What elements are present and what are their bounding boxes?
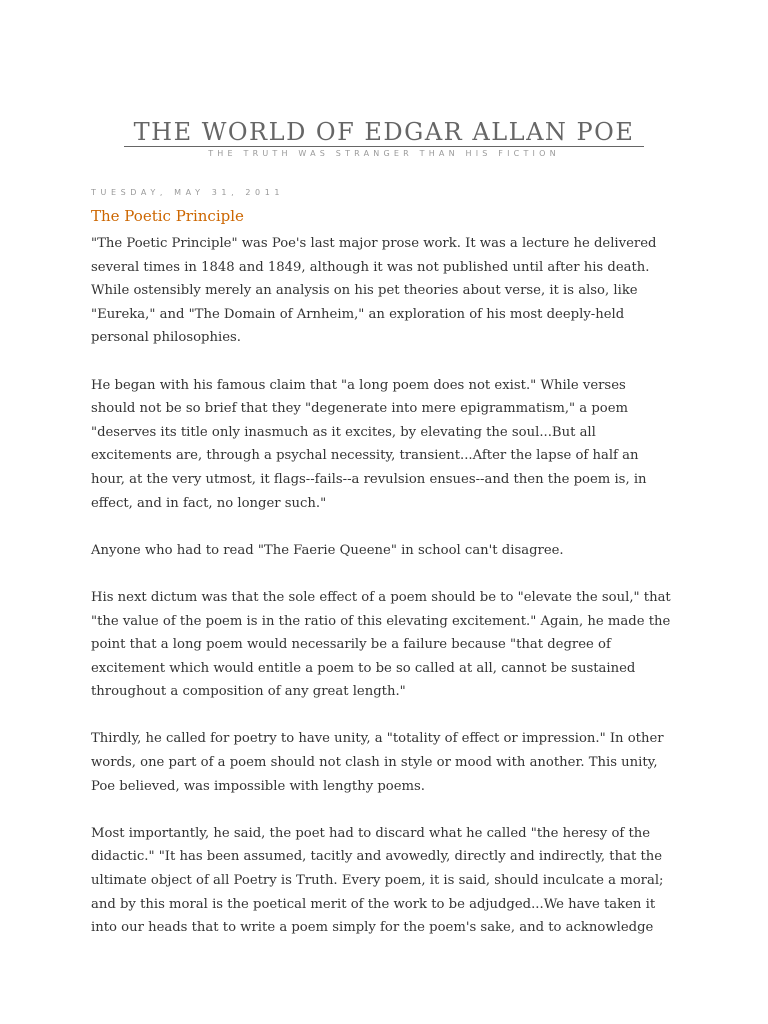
blog-header: [124, 118, 644, 160]
post-paragraph: "The Poetic Principle" was Poe's last major prose work. It was a lecture he delivered several times in 1848 and 1849, although it was not published until after his death. While ostensibly merely an analysis on his pet theories about verse, it is also, like "Eureka," and "The Domain of Arnheim," an exploration of his most deeply-held personal philosophies.: [91, 236, 657, 346]
post-paragraph: Most importantly, he said, the poet had to discard what he called "the heresy of the didactic." "It has been assumed, tacitly and avowedly, directly and indirectly, that the ultimate object of all Poetry is Truth. Every poem, it is said, should inculcate a moral; and by this moral is the poetical merit of the work to be adjudged...We have taken it into our heads that to write a poem simply for the poem's sake, and to acknowledge: [91, 825, 664, 936]
post-paragraph: He began with his famous claim that "a long poem does not exist." While verses should not be so brief that they "degenerate into mere epigrammatism," a poem "deserves its title only inasmuch as it excites, by elevating the soul...But all excitements are, through a psychal necessity, transient...After the lapse of half an hour, at the very utmost, it flags--fails--a revulsion ensues--and then the poem is, in effect, and in fact, no longer such.": [91, 377, 647, 511]
header-divider: [124, 146, 644, 147]
post-date: TUESDAY, MAY 31, 2011: [91, 188, 285, 197]
post-title-link[interactable]: The Poetic Principle: [91, 207, 244, 225]
blog-title-link[interactable]: THE WORLD OF EDGAR ALLAN POE: [133, 118, 635, 146]
blog-description: THE TRUTH WAS STRANGER THAN HIS FICTION: [208, 149, 560, 158]
post-paragraph: Thirdly, he called for poetry to have unity, a "totality of effect or impression." In other words, one part of a poem should not clash in style or mood with another. This unity, Poe believed, was impossible with lengthy poems.: [91, 731, 664, 794]
post-paragraph: Anyone who had to read "The Faerie Queene" in school can't disagree.: [91, 542, 564, 558]
post-body: [91, 232, 673, 963]
post-paragraph: His next dictum was that the sole effect of a poem should be to "elevate the soul," that "the value of the poem is in the ratio of this elevating excitement." Again, he made the point that a long poem would necessarily be a failure because "that degree of excitement which would entitle a poem to be so called at all, cannot be sustained throughout a composition of any great length.": [91, 589, 671, 700]
